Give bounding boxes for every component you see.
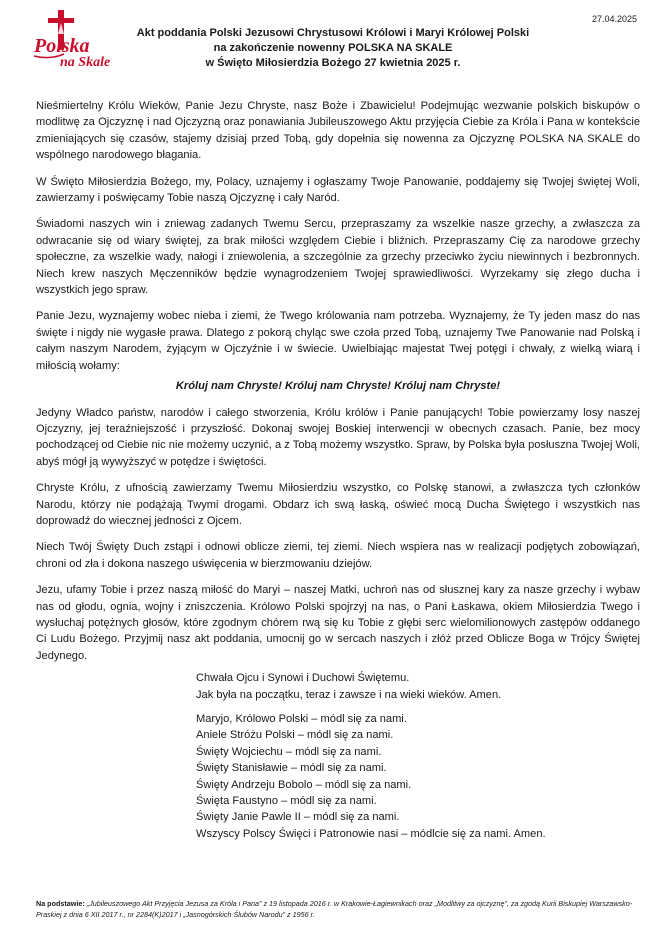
document-date: 27.04.2025 xyxy=(591,14,637,24)
logo-text-na-skale: na Skale xyxy=(60,55,110,70)
litany-line: Święty Andrzeju Bobolo – módl się za nami. xyxy=(196,778,412,791)
doxology-line: Chwała Ojcu i Synowi i Duchowi Świętemu. xyxy=(196,672,410,685)
footnote-label: Na podstawie: xyxy=(36,899,85,908)
footnote xyxy=(36,898,640,920)
footnote-text: „Jubileuszowego Akt Przyjęcia Jezusa za Króla i Pana” z 19 listopada 2016 r. w Krakowie-Łagiewnikach oraz „Modlitwy za ojczyznę”, za zgodą Kurii Biskupiej Warszawsko-Praskiej z dnia 6 XII 2017 r., nr 2284(K)2017 i „Jasnogórskich Ślubów Narodu” z 1956 r. xyxy=(36,899,633,919)
document-title xyxy=(118,26,548,71)
doxology-line: Jak była na początku, teraz i zawsze i na wieki wieków. Amen. xyxy=(196,688,502,701)
title-line-1: Akt poddania Polski Jezusowi Chrystusowi Królowi i Maryi Królowej Polski xyxy=(136,27,530,39)
polska-na-skale-logo xyxy=(30,8,110,70)
paragraph: Nieśmiertelny Królu Wieków, Panie Jezu Chryste, nasz Boże i Zbawicielu! Podejmując wezwanie polskich biskupów o modlitwę za Ojczyznę i nad Ojczyzną oraz ponawiania Jubileuszowego Aktu przyjęcia Ciebie za Króla i Pana w kontekście zmieniających się czasów, stajemy dzisiaj przed Tobą, gdy dopełnia się nowenna za Ojczyznę POLSKA NA SKALE do wspólnego narodowego błagania. xyxy=(36,100,640,162)
litany-line: Święty Janie Pawle II – módl się za nami. xyxy=(196,811,400,824)
paragraph: Chryste Królu, z ufnością zawierzamy Twemu Miłosierdziu wszystko, co Polskę stanowi, a zwłaszcza tych członków Narodu, którzy nie podążają Twymi drogami. Obdarz ich swą łaską, oświeć mocą Ducha Świętego i wszystkich nas doprowadź do wiecznej jedności z Ojcem. xyxy=(36,482,640,527)
title-line-3: w Święto Miłosierdzia Bożego 27 kwietnia 2025 r. xyxy=(205,57,461,69)
title-line-2: na zakończenie nowenny POLSKA NA SKALE xyxy=(213,42,453,54)
paragraph: Jezu, ufamy Tobie i przez naszą miłość do Maryi – naszej Matki, uchroń nas od słusznej kary za nasze grzechy i wybaw nas od głodu, ognia, wojny i zniszczenia. Królowo Polski spojrzyj na nas, o Pani Łaskawa, okiem Miłosierdzia Twego i wysłuchaj potężnych głosów, które zgodnym chórem rwą się ku Tobie z głębi serc wielomilionowych zastępów oddanego Ci Ludu Bożego. Przyjmij nasz akt poddania, umocnij go w sercach naszych i złóż przed Oblicze Boga w Trójcy Świętej Jedynego. xyxy=(36,584,640,662)
paragraph: W Święto Miłosierdzia Bożego, my, Polacy, uznajemy i ogłaszamy Twoje Panowanie, poddajemy się Twojej świętej Woli, zawierzamy i poświęcamy Tobie naszą Ojczyznę i cały Naród. xyxy=(36,175,640,205)
prayer-block xyxy=(196,670,640,842)
paragraph: Jedyny Władco państw, narodów i całego stworzenia, Królu królów i Panie panujących! Tobie powierzamy losy naszej Ojczyzny, jej teraźniejszość i przyszłość. Dokonaj swojej Boskiej interwencji w obecnych czasach. Panie, bez mocy pochodzącej od Ciebie nic nie możemy uczynić, a z Tobą możemy wszystko. Spraw, by Polska była posłuszna Twojej Woli, abyś mógł ją wywyższyć w potędze i świętości. xyxy=(36,406,640,468)
litany-line: Aniele Stróżu Polski – módl się za nami. xyxy=(196,729,394,742)
logo-text-polska: Polska xyxy=(34,35,90,57)
paragraph: Niech Twój Święty Duch zstąpi i odnowi oblicze ziemi, tej ziemi. Niech wspiera nas w realizacji podjętych zobowiązań, chroni od zła i dokona naszego uświęcenia w bierzmowaniu dziejów. xyxy=(36,541,640,570)
litany-line: Maryjo, Królowo Polski – módl się za nami. xyxy=(196,713,407,725)
paragraph: Panie Jezu, wyznajemy wobec nieba i ziemi, że Twego królowania nam potrzeba. Wyznajemy, że Ty jeden masz do nas święte i nigdy nie wygasłe prawa. Dlatego z pokorą chyląc swe czoła przed Tobą, uznajemy Twe Panowanie nad Polską i całym naszym Narodem, żyjącym w Ojczyźnie i w świecie. Uwielbiając majestat Twej potęgi i chwały, z wielką wiarą i miłością wołamy: xyxy=(36,310,640,372)
litany-line: Święty Stanisławie – módl się za nami. xyxy=(196,762,387,775)
cross-logo-icon xyxy=(30,8,110,70)
litany-line: Święta Faustyno – módl się za nami. xyxy=(196,795,377,808)
litany-line: Święty Wojciechu – módl się za nami. xyxy=(196,745,382,758)
refrain: Króluj nam Chryste! Króluj nam Chryste! Króluj nam Chryste! xyxy=(175,380,501,393)
litany-line: Wszyscy Polscy Święci i Patronowie nasi – módlcie się za nami. Amen. xyxy=(196,827,546,840)
paragraph: Świadomi naszych win i zniewag zadanych Twemu Sercu, przepraszamy za wszelkie nasze grzechy, a zwłaszcza za odwracanie się od wiary świętej, za brak miłości względem Ciebie i bliźnich. Przepraszamy Cię za narodowe grzechy społeczne, za wszelkie wady, nałogi i zniewolenia, a szczególnie za grzechy przeciwko życiu niewinnych i bezbronnych. Niech krew naszych Męczenników będzie wynagrodzeniem Twojej sprawiedliwości. Wyrzekamy się złego ducha i wszystkich jego spraw. xyxy=(36,218,640,297)
document-body xyxy=(36,98,640,842)
